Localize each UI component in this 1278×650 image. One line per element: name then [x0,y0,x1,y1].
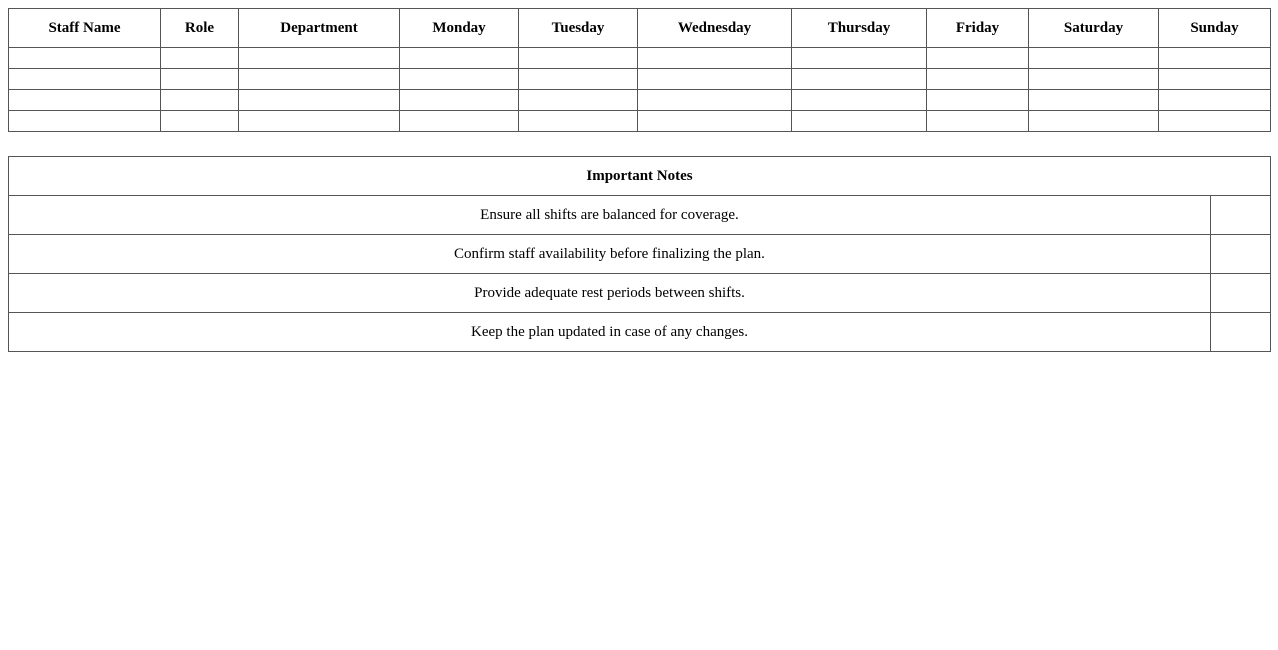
table-cell [400,111,519,132]
note-row [9,196,1271,235]
note-check-cell [1211,274,1271,313]
notes-title: Important Notes [9,157,1271,196]
table-cell [9,48,161,69]
note-check-cell [1211,196,1271,235]
table-row [9,90,1271,111]
note-text: Provide adequate rest periods between shifts. [9,274,1211,313]
table-cell [792,111,927,132]
table-cell [1029,48,1159,69]
header-tuesday: Tuesday [519,9,638,48]
note-text: Ensure all shifts are balanced for coverage. [9,196,1211,235]
table-cell [9,90,161,111]
table-row [9,69,1271,90]
table-cell [161,69,239,90]
table-cell [638,48,792,69]
table-cell [638,111,792,132]
table-cell [9,69,161,90]
note-check-cell [1211,313,1271,352]
table-cell [239,69,400,90]
table-cell [792,90,927,111]
header-saturday: Saturday [1029,9,1159,48]
note-text: Keep the plan updated in case of any changes. [9,313,1211,352]
note-row [9,313,1271,352]
table-cell [519,90,638,111]
table-cell [927,69,1029,90]
table-cell [792,69,927,90]
schedule-header-row [9,9,1271,48]
table-cell [239,111,400,132]
header-thursday: Thursday [792,9,927,48]
note-text: Confirm staff availability before finalizing the plan. [9,235,1211,274]
staff-schedule-table [8,8,1271,132]
table-cell [1159,111,1271,132]
table-cell [792,48,927,69]
important-notes-table [8,156,1271,352]
table-cell [519,69,638,90]
note-row [9,274,1271,313]
header-department: Department [239,9,400,48]
table-cell [927,111,1029,132]
table-cell [638,69,792,90]
table-cell [400,48,519,69]
table-cell [519,48,638,69]
table-cell [1159,69,1271,90]
table-cell [927,90,1029,111]
table-cell [638,90,792,111]
note-row [9,235,1271,274]
table-row [9,48,1271,69]
table-cell [400,69,519,90]
header-staff-name: Staff Name [9,9,161,48]
header-sunday: Sunday [1159,9,1271,48]
header-role: Role [161,9,239,48]
table-cell [1029,90,1159,111]
table-cell [1159,90,1271,111]
header-wednesday: Wednesday [638,9,792,48]
table-cell [519,111,638,132]
table-row [9,111,1271,132]
header-monday: Monday [400,9,519,48]
table-cell [9,111,161,132]
header-friday: Friday [927,9,1029,48]
table-cell [239,90,400,111]
table-cell [927,48,1029,69]
table-cell [1159,48,1271,69]
note-check-cell [1211,235,1271,274]
table-cell [400,90,519,111]
notes-header-row [9,157,1271,196]
table-cell [1029,69,1159,90]
table-cell [161,111,239,132]
table-cell [161,48,239,69]
table-cell [161,90,239,111]
table-cell [239,48,400,69]
table-cell [1029,111,1159,132]
